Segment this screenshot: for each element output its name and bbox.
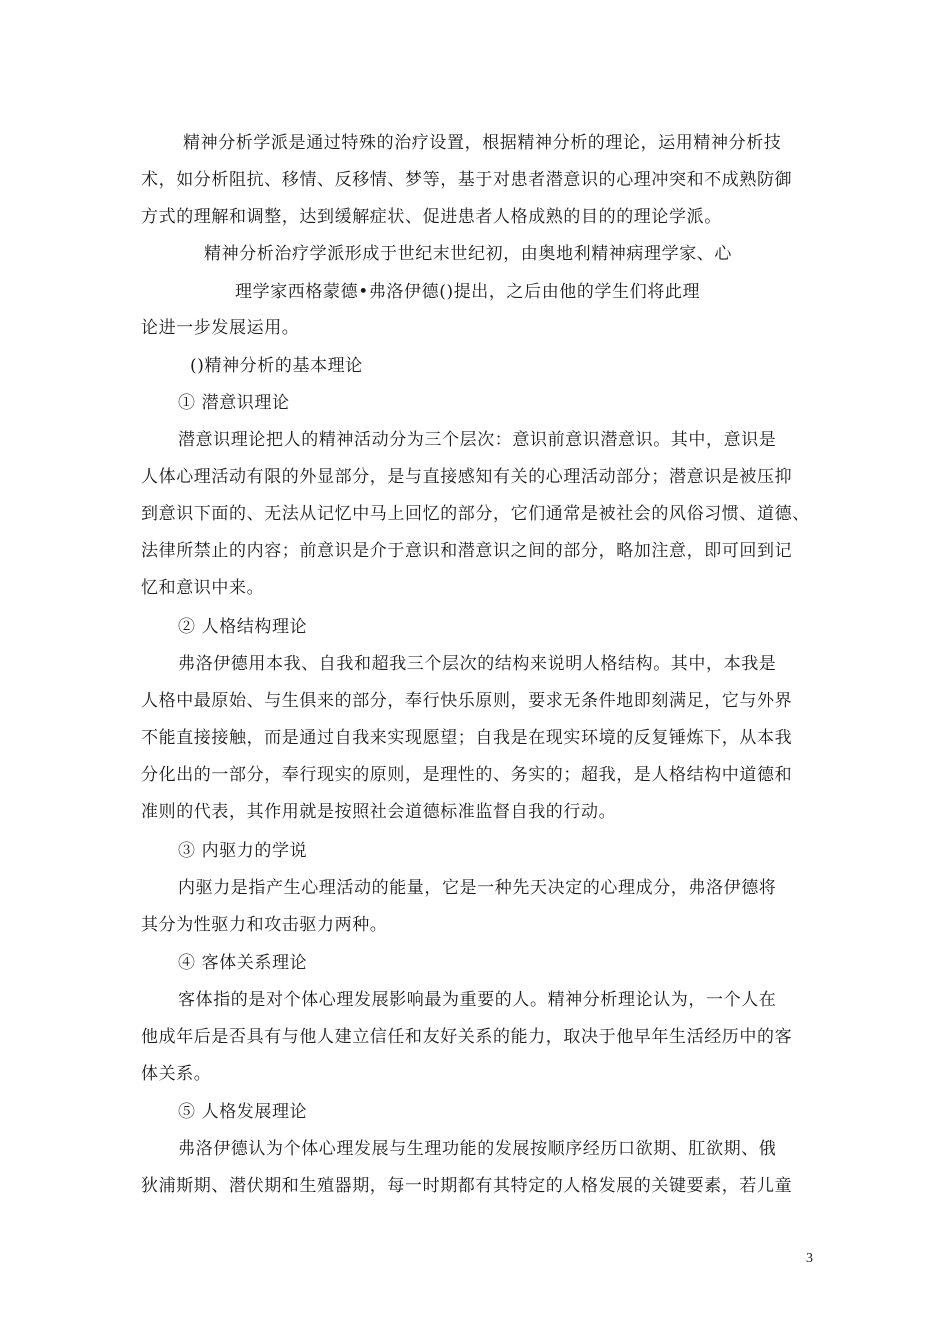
page-number: 3	[806, 1251, 813, 1266]
text-line: 体关系。	[141, 1064, 212, 1084]
subsection-heading: ② 人格结构理论	[178, 617, 308, 637]
text-line: 分化出的一部分，奉行现实的原则，是理性的、务实的；超我，是人格结构中道德和	[141, 765, 793, 785]
text-line: 内驱力是指产生心理活动的能量，它是一种先天决定的心理成分，弗洛伊德将	[178, 878, 777, 898]
text-line: 狄浦斯期、潜伏期和生殖器期，每一时期都有其特定的人格发展的关键要素，若儿童	[141, 1176, 793, 1196]
text-line: 潜意识理论把人的精神活动分为三个层次：意识前意识潜意识。其中，意识是	[178, 430, 777, 450]
text-line: 理学家西格蒙德•弗洛伊德()提出，之后由他的学生们将此理	[235, 282, 701, 302]
text-line: 术，如分析阻抗、移情、反移情、梦等，基于对患者潜意识的心理冲突和不成熟防御	[141, 170, 793, 190]
subsection-heading: ① 潜意识理论	[178, 393, 290, 413]
subsection-heading: ⑤ 人格发展理论	[178, 1102, 308, 1122]
text-line: 精神分析治疗学派形成于世纪末世纪初，由奥地利精神病理学家、心	[204, 244, 732, 264]
text-line: 不能直接接触，而是通过自我来实现愿望；自我是在现实环境的反复锤炼下，从本我	[141, 728, 793, 748]
text-line: 到意识下面的、无法从记忆中马上回忆的部分，它们通常是被社会的风俗习惯、道德、	[141, 504, 810, 524]
text-line: 人格中最原始、与生俱来的部分，奉行快乐原则，要求无条件地即刻满足，它与外界	[141, 691, 793, 711]
text-line: 方式的理解和调整，达到缓解症状、促进患者人格成熟的目的的理论学派。	[141, 207, 722, 227]
text-line: 精神分析学派是通过特殊的治疗设置，根据精神分析的理论，运用精神分析技	[183, 133, 782, 153]
text-line: 忆和意识中来。	[141, 578, 265, 598]
text-line: 准则的代表，其作用就是按照社会道德标准监督自我的行动。	[141, 802, 617, 822]
text-line: 论进一步发展运用。	[141, 318, 300, 338]
subsection-heading: ④ 客体关系理论	[178, 953, 308, 973]
text-line: 其分为性驱力和攻击驱力两种。	[141, 915, 388, 935]
text-line: 他成年后是否具有与他人建立信任和友好关系的能力，取决于他早年生活经历中的客	[141, 1027, 793, 1047]
text-line: 弗洛伊德认为个体心理发展与生理功能的发展按顺序经历口欲期、肛欲期、俄	[178, 1139, 777, 1159]
text-line: 法律所禁止的内容；前意识是介于意识和潜意识之间的部分，略加注意，即可回到记	[141, 541, 793, 561]
subsection-heading: ③ 内驱力的学说	[178, 841, 308, 861]
text-line: 人体心理活动有限的外显部分，是与直接感知有关的心理活动部分；潜意识是被压抑	[141, 467, 793, 487]
section-heading: ()精神分析的基本理论	[190, 356, 363, 376]
text-line: 客体指的是对个体心理发展影响最为重要的人。精神分析理论认为，一个人在	[178, 990, 777, 1010]
text-line: 弗洛伊德用本我、自我和超我三个层次的结构来说明人格结构。其中，本我是	[178, 654, 777, 674]
